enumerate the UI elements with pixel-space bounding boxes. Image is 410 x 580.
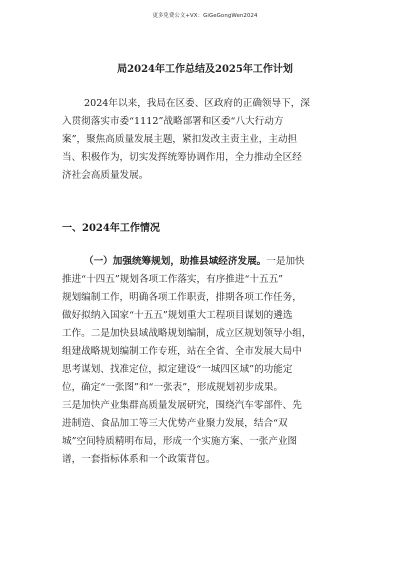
body-line: 进制造、食品加工等三大优势产业聚力发展，结合“双 — [62, 418, 288, 429]
body-line: 城”空间特质精明布局，形成一个实施方案、一张产业图 — [62, 436, 298, 447]
body-line: 三是加快产业集群高质量发展研究，围绕汽车零部件、先 — [62, 400, 302, 411]
body-line: 思考谋划、找准定位，拟定建设“一城四区域”的功能定 — [62, 364, 293, 375]
intro-line-1: 2024年以来，我局在区委、区政府的正确领导下，深 — [84, 98, 310, 109]
body-line: 规划编制工作，明确各项工作职责，排期各项工作任务， — [62, 292, 302, 303]
subsection-title: （一）加强统筹规划，助推县域经济发展。 — [84, 256, 267, 267]
body-line: 工作。二是加快县域战略规划编制，成立区规划领导小组， — [62, 328, 312, 339]
subsection-first-line-rest: 一是加快 — [266, 256, 305, 267]
subsection-first-line — [84, 255, 305, 268]
intro-line-3: 案”，聚焦高质量发展主题，紧扣发改主责主业，主动担 — [62, 134, 298, 145]
intro-line-2: 入贯彻落实市委“1112”战略部署和区委“八大行动方 — [62, 116, 284, 127]
body-line: 组建战略规划编制工作专班，站在全省、全市发展大局中 — [62, 346, 302, 357]
body-line: 做好拟纳入国家“十五五”规划重大工程项目谋划的遴选 — [62, 310, 293, 321]
body-line: 位，确定“一张图”和“一张表”，形成规划初步成果。 — [62, 382, 284, 393]
document-title: 局2024年工作总结及2025年工作计划 — [117, 64, 293, 75]
body-line: 谱，一套指标体系和一个政策背包。 — [62, 454, 216, 465]
intro-line-4: 当、积极作为，切实发挥统筹协调作用，全力推动全区经 — [62, 152, 302, 163]
section-heading: 一、2024年工作情况 — [62, 223, 160, 234]
intro-line-5: 济社会高质量发展。 — [62, 170, 149, 181]
body-line: 推进“十四五”规划各项工作落实，有序推进“十五五” — [62, 274, 284, 285]
promo-banner: 更多免费公文+VX：GiGeGongWen2024 — [152, 13, 258, 19]
